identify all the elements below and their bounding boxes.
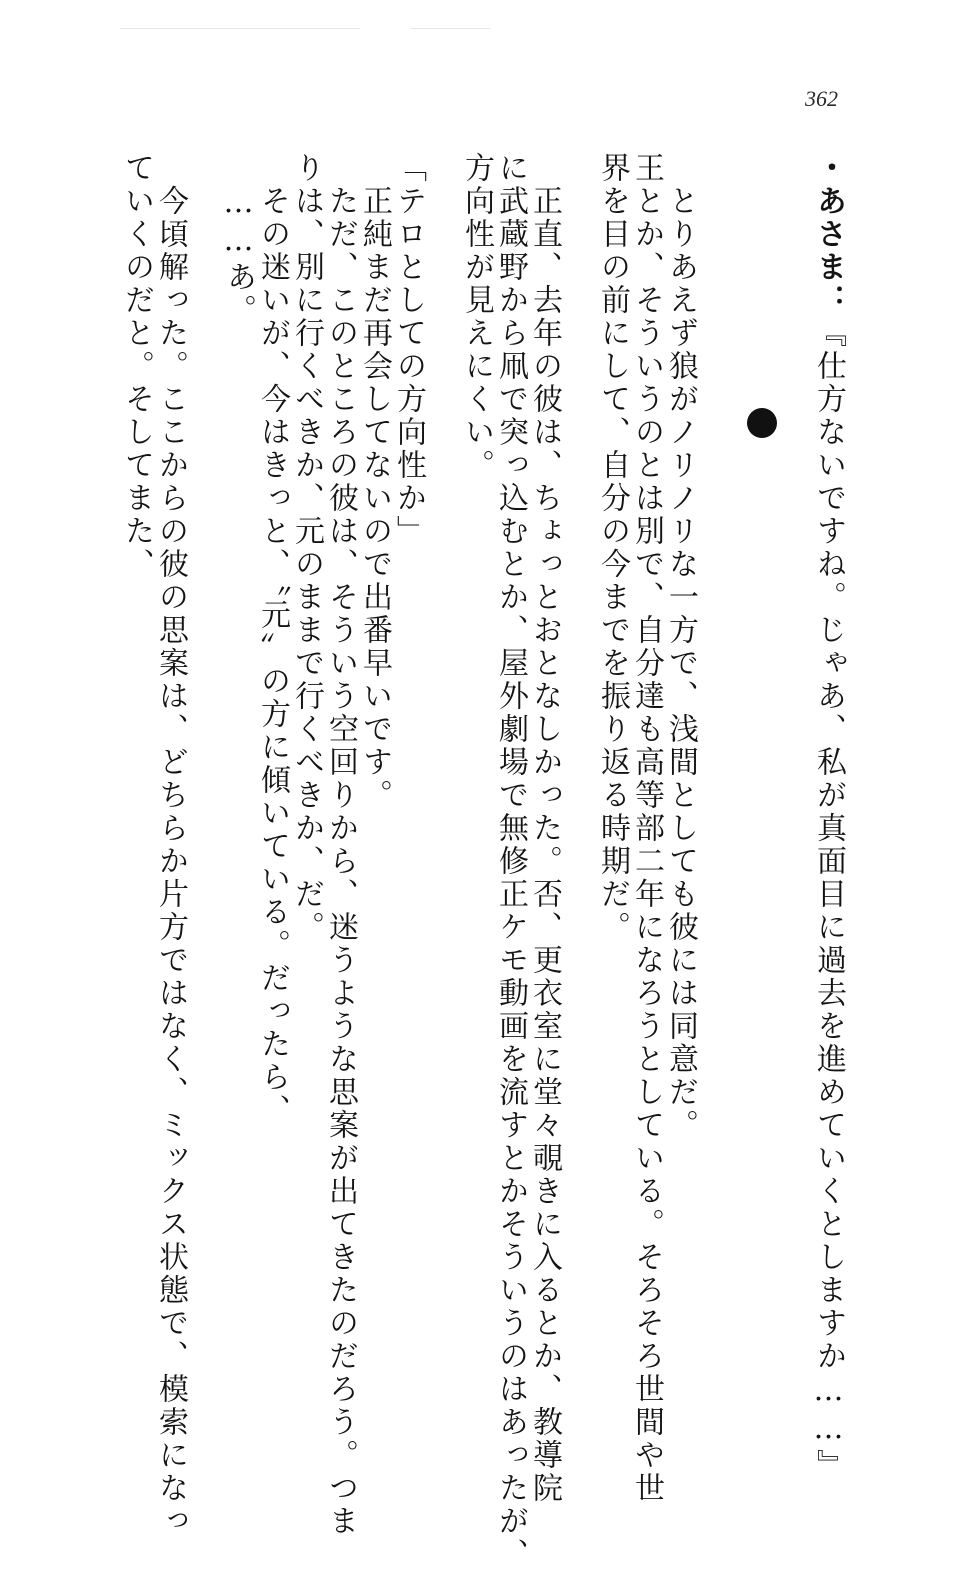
- body-text-line: 正直、去年の彼は、ちょっとおとなしかった。否、更衣室に堂々覗きに入るとか、教導院: [527, 152, 562, 1505]
- body-text-line: 「テロとしての方向性か」: [391, 152, 426, 548]
- body-text-line: りは、別に行くべきか、元のままで行くべきか、だ。: [289, 152, 324, 944]
- body-text-line: 今頃解った。ここからの彼の思案は、どちらか片方ではなく、ミックス状態で、模索になっ: [153, 152, 188, 1538]
- dialogue-text: 『仕方ないですね。じゃあ、私が真面目に過去を進めていくとしますか……』: [811, 317, 846, 1482]
- scan-artifact: [120, 28, 360, 29]
- speaker-label: ・あさま：: [811, 152, 846, 317]
- body-text-line: ていくのだと。そしてまた、: [119, 152, 154, 581]
- body-text-line: ……あ。: [221, 152, 256, 327]
- body-text-line: その迷いが、今はきっと、〝元〟の方に傾いている。だったら、: [255, 152, 290, 1127]
- page-number: 362: [805, 86, 838, 111]
- filled-circle-bullet-icon: [747, 408, 777, 438]
- body-text-line: 王とか、そういうのとは別で、自分達も高等部二年になろうとしている。そろそろ世間や世: [629, 152, 664, 1505]
- body-text-line: 正純まだ再会してないので出番早いです。: [357, 152, 392, 812]
- body-text-line: とりあえず狼がノリノリな一方で、浅間としても彼には同意だ。: [663, 152, 698, 1142]
- body-text-line: 方向性が見えにくい。: [459, 152, 494, 482]
- dialogue-line: [811, 152, 846, 1482]
- body-text-line: 界を目の前にして、自分の今までを振り返る時期だ。: [595, 152, 630, 944]
- body-text-line: ただ、このところの彼は、そういう空回りから、迷うような思案が出てきたのだろう。つま: [323, 152, 358, 1538]
- body-text-line: に武蔵野から凧で突っ込むとか、屋外劇場で無修正ケモ動画を流すとかそういうのはあったが、: [493, 152, 528, 1571]
- scan-artifact: [410, 28, 490, 29]
